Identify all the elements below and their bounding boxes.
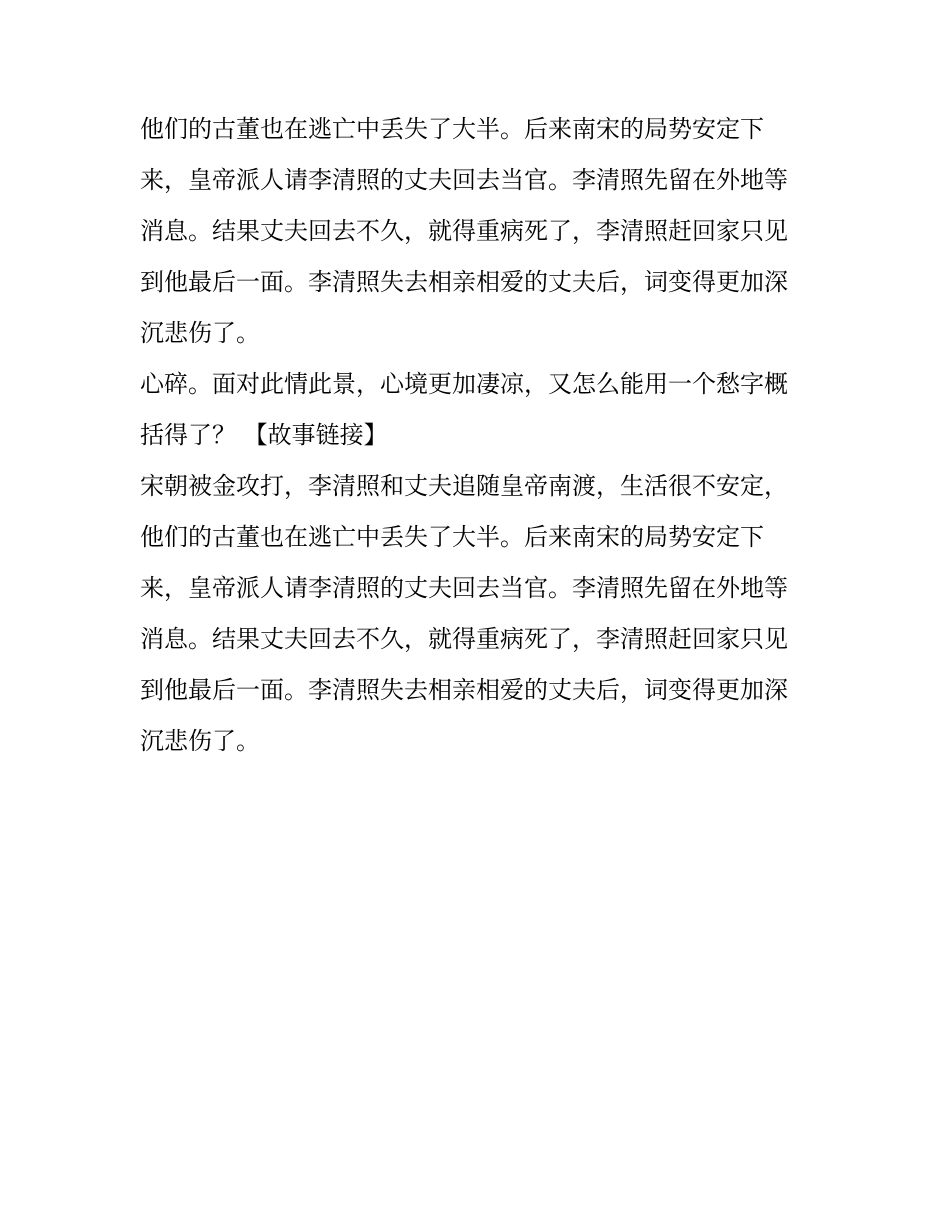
text-line: 宋朝被金攻打，李清照和丈夫追随皇帝南渡，生活很不安定， (140, 472, 788, 500)
text-line: 沉悲伤了。 (140, 319, 260, 347)
text-line: 到他最后一面。李清照失去相亲相爱的丈夫后，词变得更加深 (140, 268, 788, 296)
text-line: 他们的古董也在逃亡中丢失了大半。后来南宋的局势安定下 (140, 115, 764, 143)
text-line: 来，皇帝派人请李清照的丈夫回去当官。李清照先留在外地等 (140, 574, 788, 602)
text-line: 括得了？ 【故事链接】 (140, 421, 388, 449)
text-line: 他们的古董也在逃亡中丢失了大半。后来南宋的局势安定下 (140, 523, 764, 551)
text-line: 消息。结果丈夫回去不久，就得重病死了，李清照赶回家只见 (140, 217, 788, 245)
text-line: 沉悲伤了。 (140, 727, 260, 755)
text-line: 心碎。面对此情此景，心境更加凄凉，又怎么能用一个愁字概 (140, 370, 788, 398)
document-body (140, 104, 820, 767)
text-line: 消息。结果丈夫回去不久，就得重病死了，李清照赶回家只见 (140, 625, 788, 653)
text-line: 来，皇帝派人请李清照的丈夫回去当官。李清照先留在外地等 (140, 166, 788, 194)
text-line: 到他最后一面。李清照失去相亲相爱的丈夫后，词变得更加深 (140, 676, 788, 704)
